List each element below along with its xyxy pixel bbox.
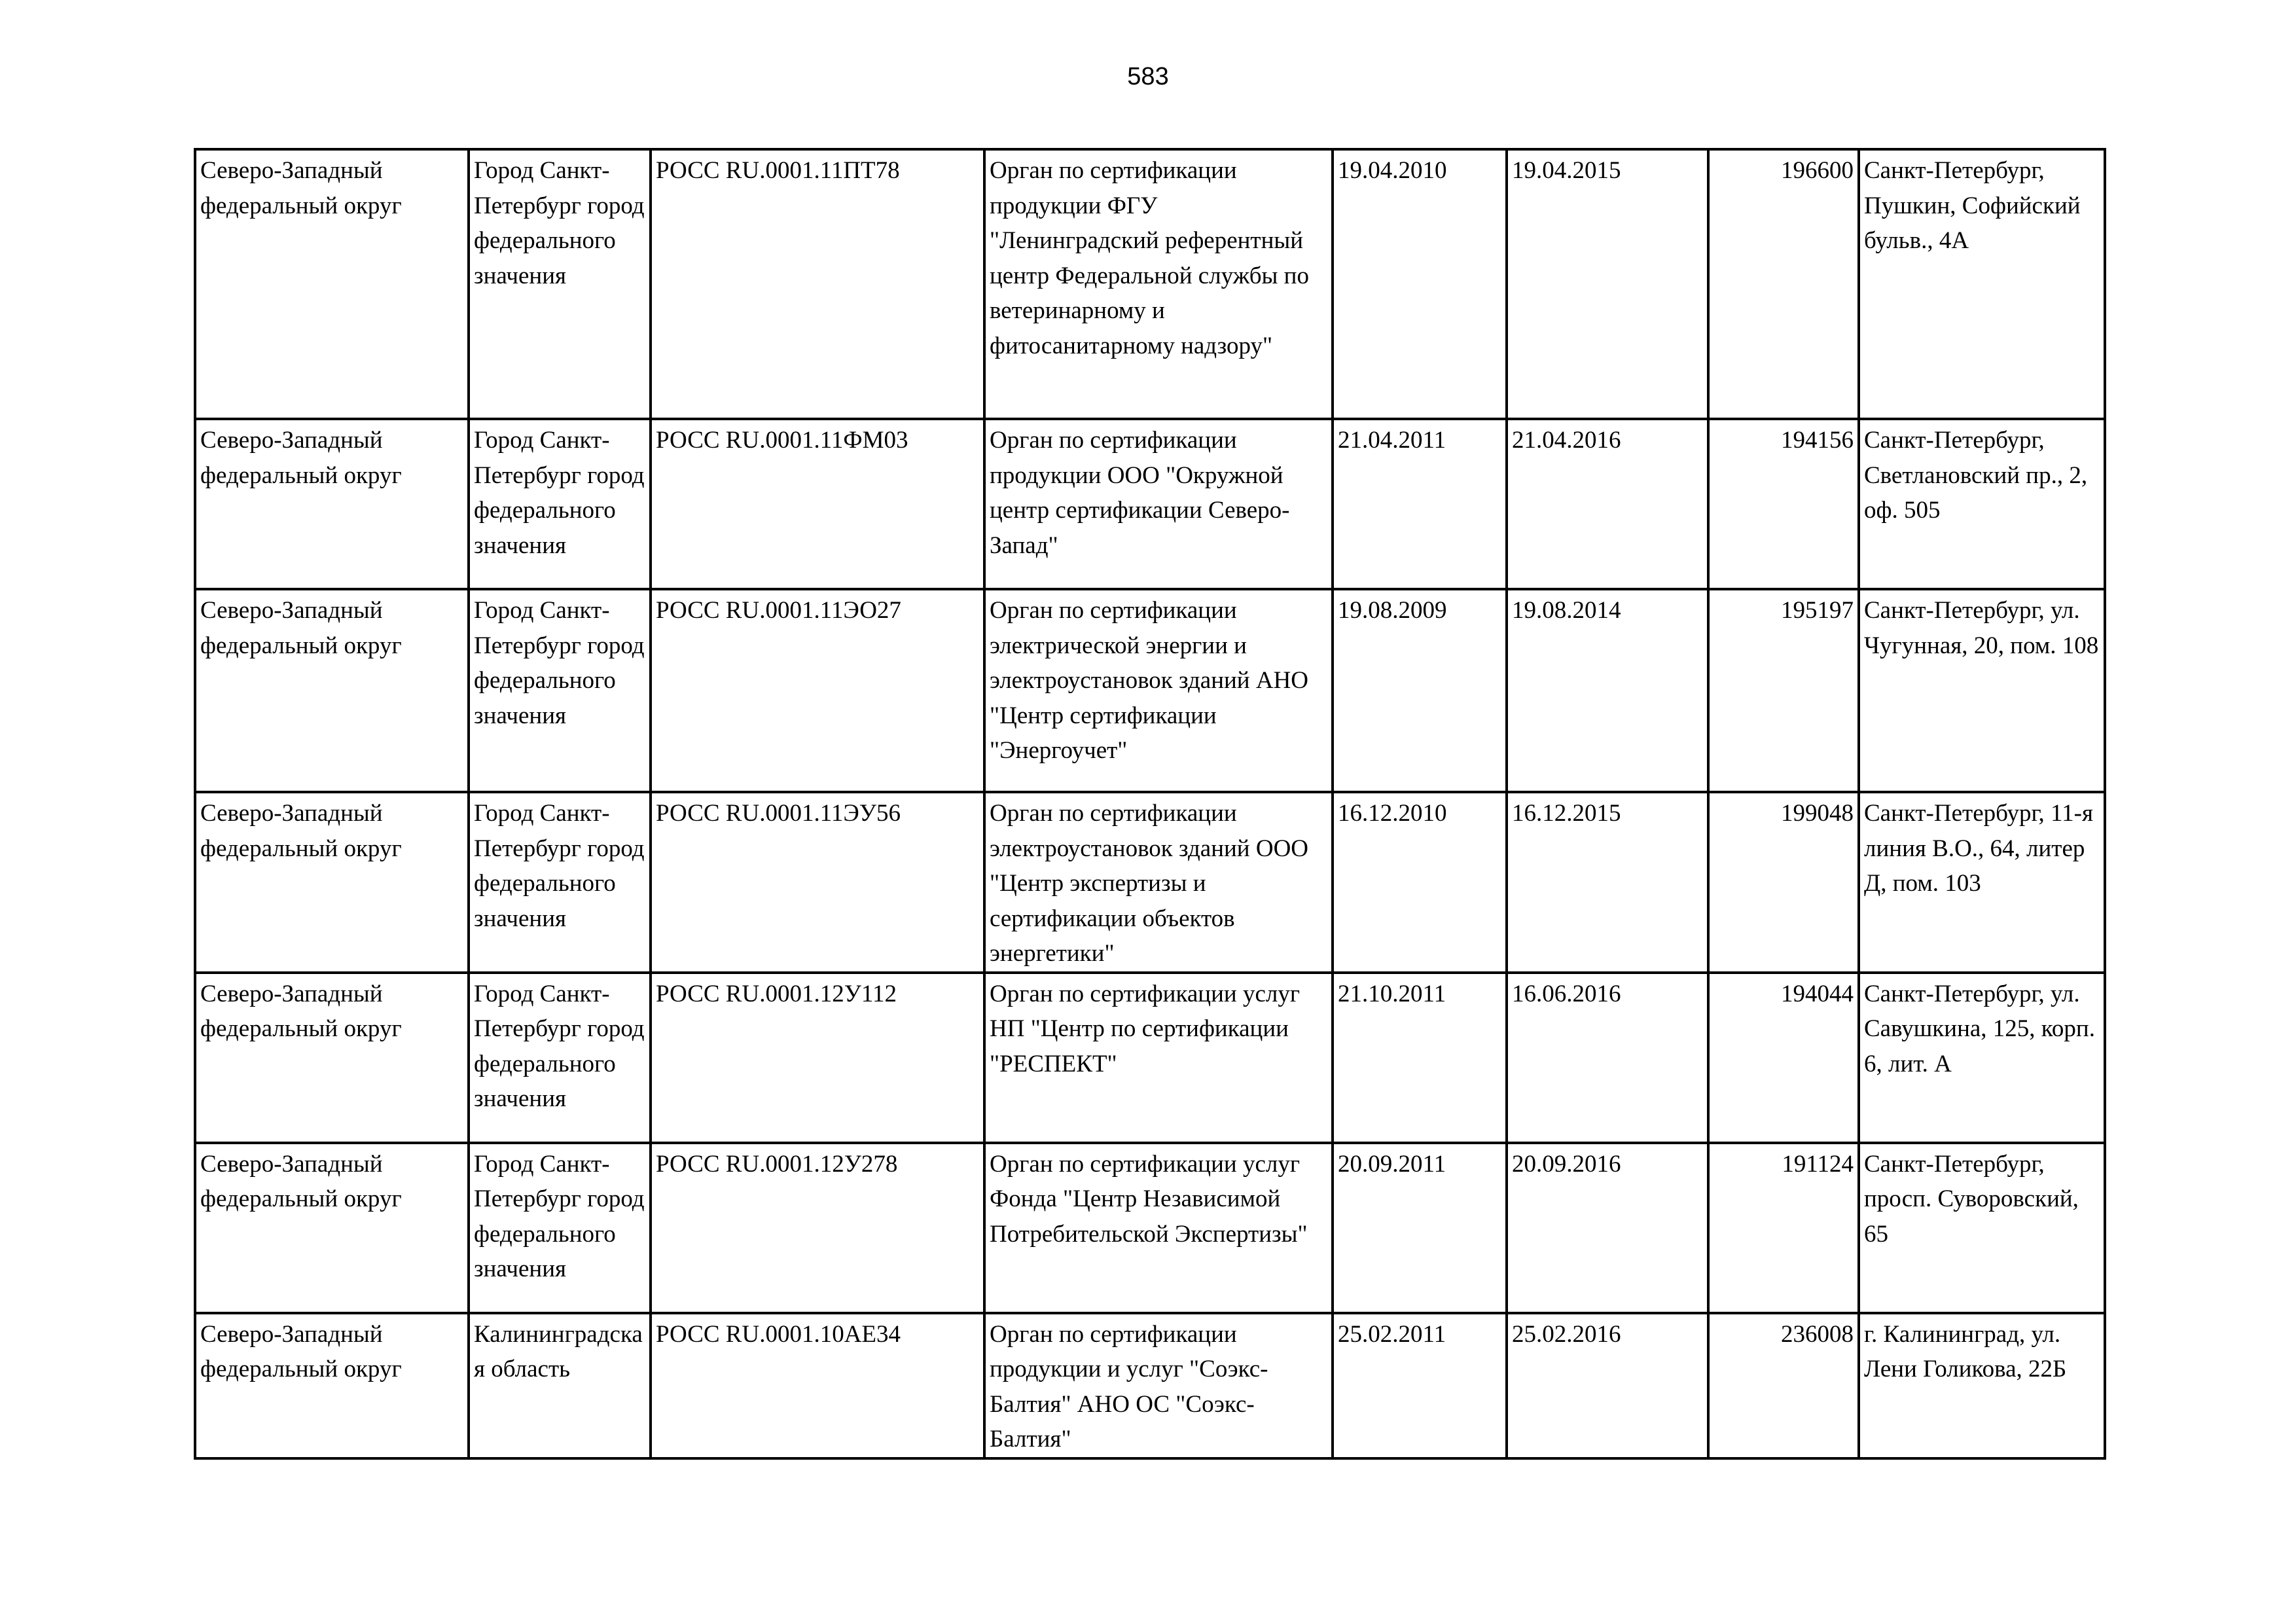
date-to-cell: 16.12.2015 — [1507, 792, 1708, 973]
organization-name-cell: Орган по сертификации продукции ФГУ "Ленинградский референтный центр Федеральной службы по ветеринарному и фитосанитарному надзору" — [984, 149, 1333, 419]
subject-cell: Город Санкт-Петербург город федерального значения — [469, 419, 651, 589]
postcode-cell: 236008 — [1708, 1313, 1859, 1458]
subject-cell: Город Санкт-Петербург город федерального значения — [469, 792, 651, 973]
subject-cell: Город Санкт-Петербург город федерального значения — [469, 149, 651, 419]
postcode-cell: 194156 — [1708, 419, 1859, 589]
table-row — [195, 589, 2105, 792]
date-from-cell: 25.02.2011 — [1333, 1313, 1507, 1458]
organization-name-cell: Орган по сертификации продукции ООО "Окружной центр сертификации Северо-Запад" — [984, 419, 1333, 589]
address-cell: Санкт-Петербург, Светлановский пр., 2, оф. 505 — [1859, 419, 2105, 589]
region-cell: Северо-Западный федеральный округ — [195, 973, 469, 1143]
date-to-cell: 19.04.2015 — [1507, 149, 1708, 419]
reg-number-cell: РОСС RU.0001.11ФМ03 — [651, 419, 984, 589]
date-from-cell: 19.04.2010 — [1333, 149, 1507, 419]
reg-number-cell: РОСС RU.0001.12У278 — [651, 1143, 984, 1313]
address-cell: г. Калининград, ул. Лени Голикова, 22Б — [1859, 1313, 2105, 1458]
address-cell: Санкт-Петербург, ул. Савушкина, 125, корп. 6, лит. А — [1859, 973, 2105, 1143]
table-row — [195, 149, 2105, 419]
date-to-cell: 25.02.2016 — [1507, 1313, 1708, 1458]
address-cell: Санкт-Петербург, Пушкин, Софийский бульв., 4А — [1859, 149, 2105, 419]
postcode-cell: 195197 — [1708, 589, 1859, 792]
reg-number-cell: РОСС RU.0001.11ПТ78 — [651, 149, 984, 419]
address-cell: Санкт-Петербург, 11-я линия В.О., 64, литер Д, пом. 103 — [1859, 792, 2105, 973]
reg-number-cell: РОСС RU.0001.11ЭУ56 — [651, 792, 984, 973]
date-to-cell: 16.06.2016 — [1507, 973, 1708, 1143]
table-row — [195, 973, 2105, 1143]
subject-cell: Город Санкт-Петербург город федерального значения — [469, 589, 651, 792]
address-cell: Санкт-Петербург, просп. Суворовский, 65 — [1859, 1143, 2105, 1313]
organization-name-cell: Орган по сертификации электрической энергии и электроустановок зданий АНО "Центр сертификации "Энергоучет" — [984, 589, 1333, 792]
organization-name-cell: Орган по сертификации продукции и услуг "Соэкс-Балтия" АНО ОС "Соэкс-Балтия" — [984, 1313, 1333, 1458]
subject-cell: Город Санкт-Петербург город федерального значения — [469, 1143, 651, 1313]
table-row — [195, 419, 2105, 589]
organization-name-cell: Орган по сертификации электроустановок зданий ООО "Центр экспертизы и сертификации объектов энергетики" — [984, 792, 1333, 973]
postcode-cell: 194044 — [1708, 973, 1859, 1143]
reg-number-cell: РОСС RU.0001.12У112 — [651, 973, 984, 1143]
reg-number-cell: РОСС RU.0001.10АЕ34 — [651, 1313, 984, 1458]
date-from-cell: 19.08.2009 — [1333, 589, 1507, 792]
region-cell: Северо-Западный федеральный округ — [195, 589, 469, 792]
date-to-cell: 21.04.2016 — [1507, 419, 1708, 589]
postcode-cell: 199048 — [1708, 792, 1859, 973]
subject-cell: Город Санкт-Петербург город федерального значения — [469, 973, 651, 1143]
date-from-cell: 21.04.2011 — [1333, 419, 1507, 589]
date-from-cell: 21.10.2011 — [1333, 973, 1507, 1143]
table-row — [195, 792, 2105, 973]
postcode-cell: 191124 — [1708, 1143, 1859, 1313]
organization-name-cell: Орган по сертификации услуг НП "Центр по сертификации "РЕСПЕКТ" — [984, 973, 1333, 1143]
date-from-cell: 16.12.2010 — [1333, 792, 1507, 973]
region-cell: Северо-Западный федеральный округ — [195, 1313, 469, 1458]
region-cell: Северо-Западный федеральный округ — [195, 149, 469, 419]
region-cell: Северо-Западный федеральный округ — [195, 419, 469, 589]
region-cell: Северо-Западный федеральный округ — [195, 792, 469, 973]
certification-bodies-table — [194, 148, 2106, 1460]
postcode-cell: 196600 — [1708, 149, 1859, 419]
date-to-cell: 19.08.2014 — [1507, 589, 1708, 792]
subject-cell: Калининградская область — [469, 1313, 651, 1458]
date-to-cell: 20.09.2016 — [1507, 1143, 1708, 1313]
region-cell: Северо-Западный федеральный округ — [195, 1143, 469, 1313]
table-row — [195, 1313, 2105, 1458]
reg-number-cell: РОСС RU.0001.11ЭО27 — [651, 589, 984, 792]
address-cell: Санкт-Петербург, ул. Чугунная, 20, пом. 108 — [1859, 589, 2105, 792]
organization-name-cell: Орган по сертификации услуг Фонда "Центр Независимой Потребительской Экспертизы" — [984, 1143, 1333, 1313]
date-from-cell: 20.09.2011 — [1333, 1143, 1507, 1313]
page-number: 583 — [1127, 63, 1169, 90]
table-row — [195, 1143, 2105, 1313]
